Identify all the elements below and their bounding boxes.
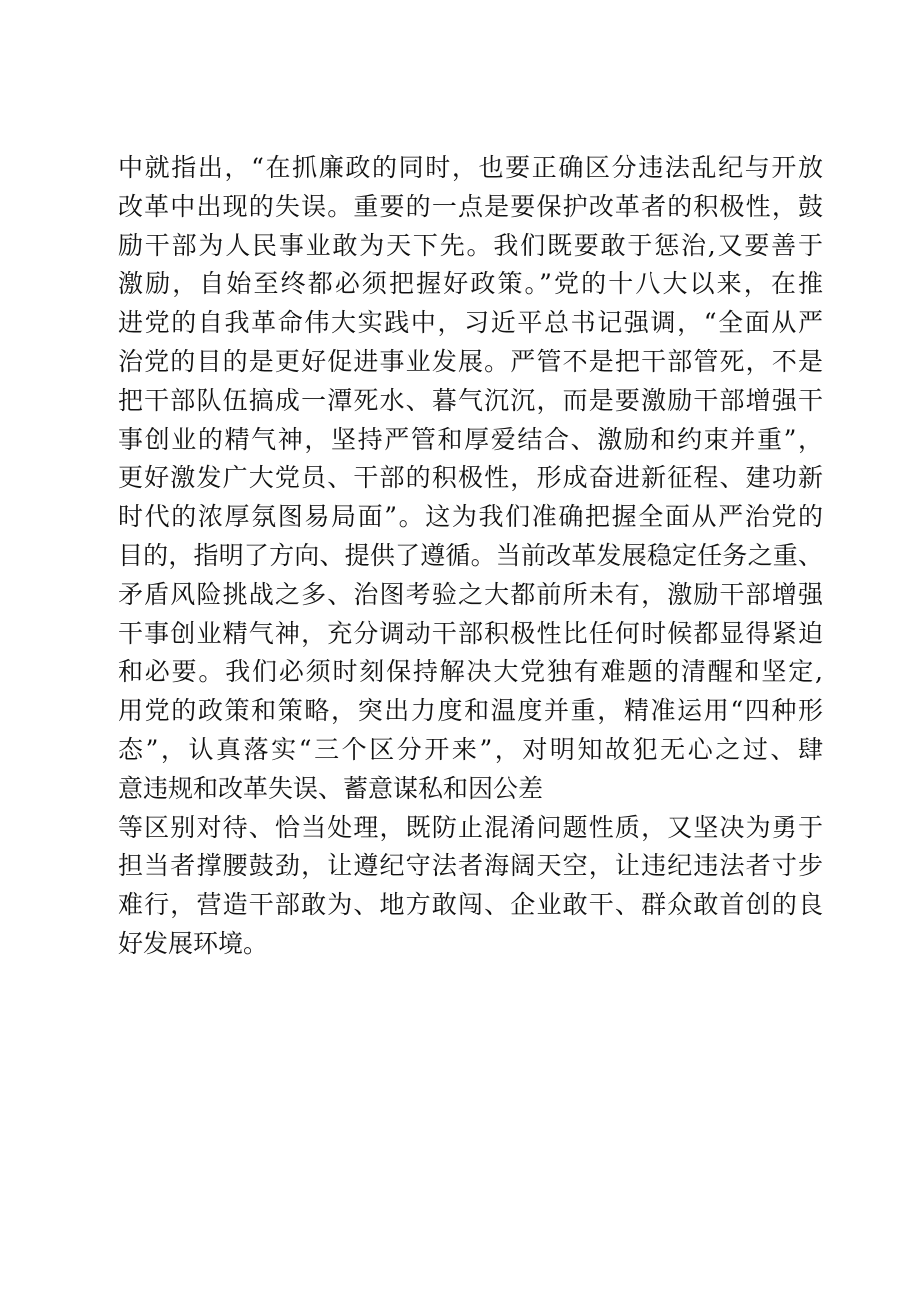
text-line-5: 进党的自我革命伟大实践中，习近平总书记强调，“全面从严 bbox=[118, 308, 823, 338]
text-line-6: 治党的目的是更好促进事业发展。严管不是把干部管死，不是 bbox=[118, 346, 823, 376]
text-line-18: 等区别对待、恰当处理，既防止混淆问题性质，又坚决为勇于 bbox=[118, 812, 823, 842]
text-line-17: 意违规和改革失误、蓄意谋私和因公差 bbox=[118, 773, 544, 803]
text-line-14: 和必要。我们必须时刻保持解决大党独有难题的清醒和坚定, bbox=[118, 657, 823, 687]
body-paragraph bbox=[118, 149, 823, 964]
text-line-4: 激励，自始至终都必须把握好政策。”党的十八大以来，在推 bbox=[118, 269, 823, 299]
text-line-11: 目的，指明了方向、提供了遵循。当前改革发展稳定任务之重、 bbox=[118, 540, 823, 570]
text-line-3: 励干部为人民事业敢为天下先。我们既要敢于惩治,又要善于 bbox=[118, 230, 823, 260]
text-line-15: 用党的政策和策略，突出力度和温度并重，精准运用“四种形 bbox=[118, 696, 823, 726]
text-line-1: 中就指出，“在抓廉政的同时，也要正确区分违法乱纪与开放 bbox=[118, 153, 823, 182]
text-line-8: 事创业的精气神，坚持严管和厚爱结合、激励和约束并重”， bbox=[118, 424, 823, 454]
text-line-19: 担当者撑腰鼓劲，让遵纪守法者海阔天空，让违纪违法者寸步 bbox=[118, 851, 823, 881]
text-line-13: 干事创业精气神，充分调动干部积极性比任何时候都显得紧迫 bbox=[118, 618, 823, 648]
text-line-9: 更好激发广大党员、干部的积极性，形成奋进新征程、建功新 bbox=[118, 463, 823, 493]
text-line-21: 好发展环境。 bbox=[118, 928, 269, 958]
text-line-20: 难行，营造干部敢为、地方敢闯、企业敢干、群众敢首创的良 bbox=[118, 890, 823, 920]
text-line-12: 矛盾风险挑战之多、治图考验之大都前所未有，激励干部增强 bbox=[118, 579, 823, 609]
text-line-7: 把干部队伍搞成一潭死水、暮气沉沉，而是要激励干部增强干 bbox=[118, 385, 823, 415]
text-line-2: 改革中出现的失误。重要的一点是要保护改革者的积极性，鼓 bbox=[118, 191, 823, 221]
text-line-10: 时代的浓厚氛图易局面”。这为我们准确把握全面从严治党的 bbox=[118, 502, 823, 532]
text-line-16: 态”，认真落实“三个区分开来”，对明知故犯无心之过、肆 bbox=[118, 734, 823, 764]
